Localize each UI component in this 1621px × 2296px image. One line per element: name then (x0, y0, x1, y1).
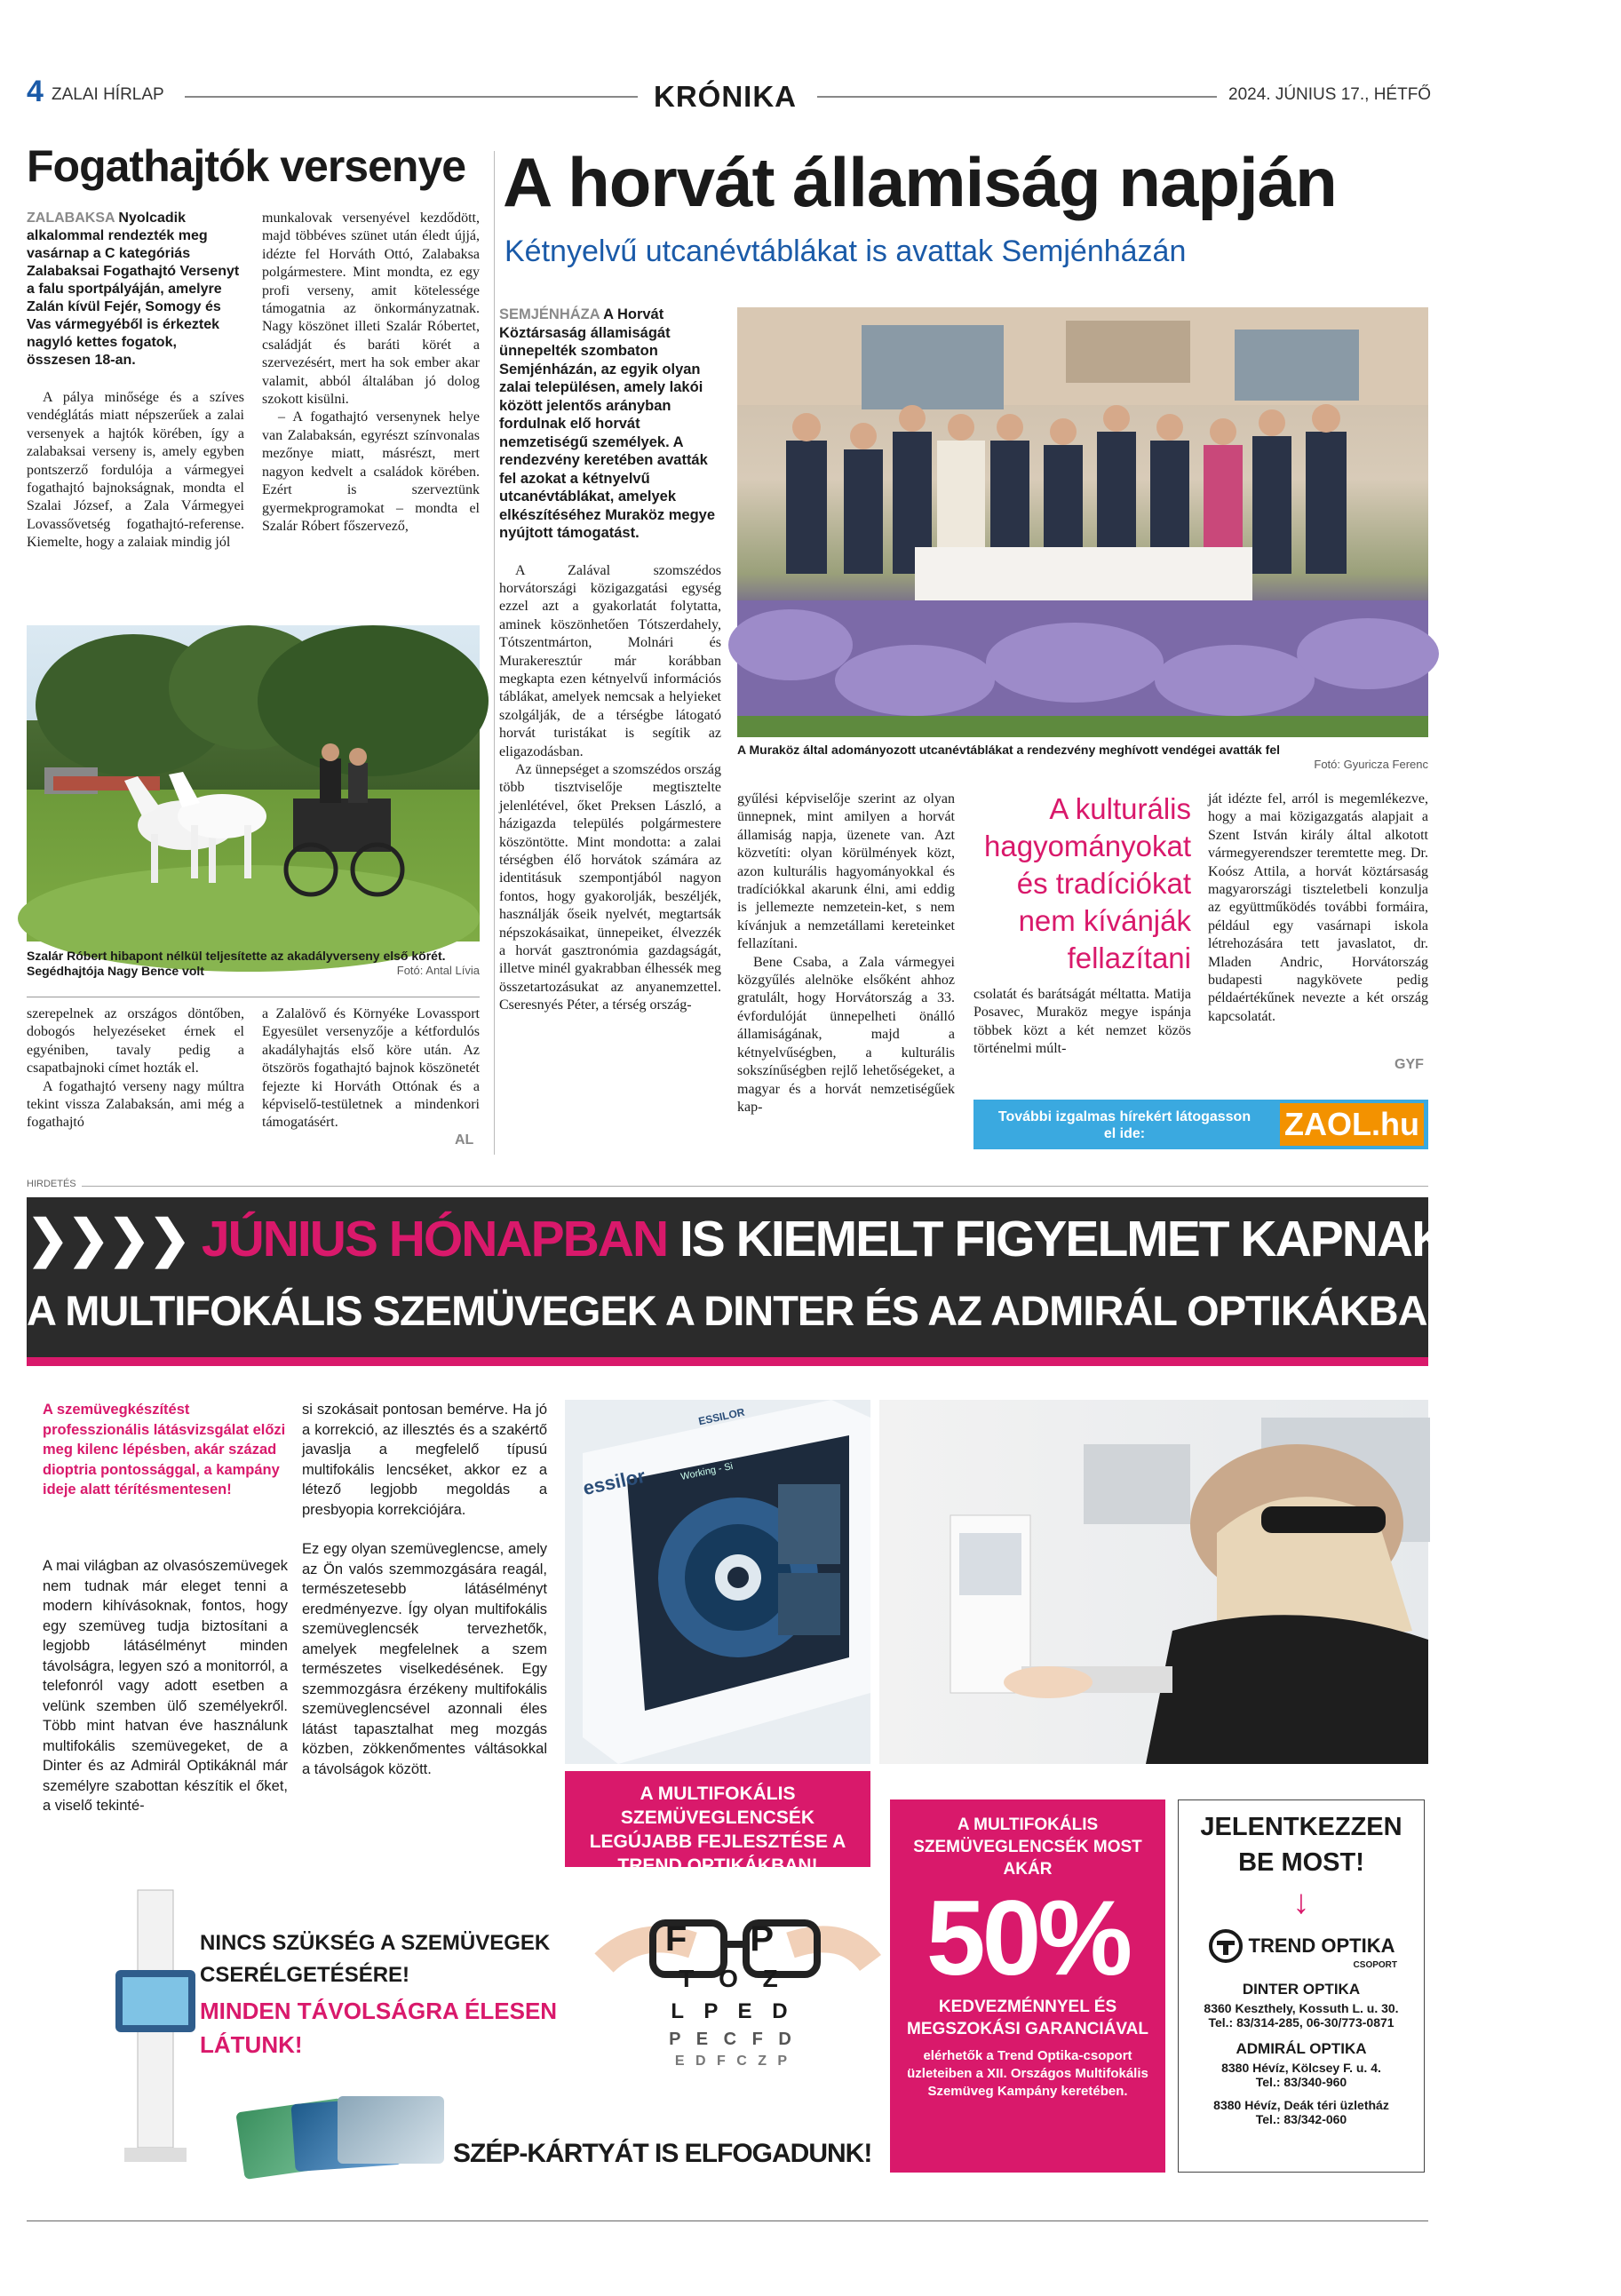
article2-subhead-bold: Kétnyelvű utcanévtáblákat is avattak (505, 234, 993, 268)
store1-name: DINTER OPTIKA (1242, 1981, 1361, 1998)
trend-brand: TREND OPTIKA (1248, 1935, 1395, 1957)
trend-logo-icon (1208, 1928, 1244, 1964)
article1-col2-p2: – A fogathajtó versenynek helye van Zalabaksán, egyrészt színvonalas mezőnye miatt, másrészt, mert nagyon kedvelt a családok körében. Ezért is szerveztünk gyermekprogramokat – mondta el Szalár Róbert főszervező, (262, 409, 480, 534)
store3-address: 8380 Hévíz, Deák téri üzletház (1213, 2098, 1389, 2112)
essilor-device-illustration (565, 1400, 870, 1764)
ad-banner-arrows-left: ❯❯❯❯ (27, 1211, 190, 1267)
discount-percent: 50% (926, 1879, 1130, 1998)
article2-photo-caption-block (737, 743, 1428, 771)
optometrist-illustration (879, 1400, 1428, 1764)
header-rule-right (817, 96, 1217, 98)
article1-col2-p3: a Zalalövő és Környéke Lovassport Egyesület versenyzője a kétfordulós akadályhajtás első köre után. Az ötszörös fogathajtó bajnok köszönetét fejezte ki Horváth Ottónak és a képviselő-testületnek a mindenkori támogatásért. (262, 1006, 480, 1131)
ad-banner-line2: A MULTIFOKÁLIS SZEMÜVEGEK A DINTER ÉS AZ ADMIRÁL OPTIKÁKBAN. (27, 1287, 1467, 1334)
kiosk-illustration (98, 1890, 213, 2165)
article1-col1-top (27, 210, 244, 552)
section-title: KRÓNIKA (654, 80, 797, 113)
ad-separator (27, 1186, 1428, 1187)
eye-chart-row-3: L P E D (671, 1999, 795, 2023)
article2-photo-caption: A Muraköz által adományozott utcanévtáblákat a rendezvény meghívott vendégei avatták fel (737, 743, 1280, 757)
article1-photo-credit: Fotó: Antal Lívia (396, 964, 480, 977)
device-brand-small: ESSILOR (697, 1405, 746, 1428)
contact-box (1178, 1799, 1425, 2173)
essilor-device-photo (565, 1400, 870, 1764)
eye-chart-rows (586, 1917, 879, 2071)
zaol-promo-text: További izgalmas hírekért látogasson el ide: (997, 1109, 1252, 1141)
paper-name: ZALAI HÍRLAP (52, 85, 164, 104)
date: 2024. JÚNIUS 17., HÉTFŐ (1228, 85, 1432, 104)
discount-box (890, 1799, 1165, 2173)
zaol-promo[interactable] (973, 1100, 1428, 1149)
eye-chart-row-4: P E C F D (669, 2030, 797, 2049)
article2-col2-p2: Bene Csaba, a Zala vármegyei közgyűlés alelnöke elsőként ahhoz gratulált, hogy Horvátország a 33. évfordulóját ünnepelheti önálló államiságának, majd a kétnyelvűségben, a kulturális sokszínűségben rejlő lehetőségeket, a magyar és a horvát nemzetiségűek kap- (737, 954, 955, 1115)
store2-name: ADMIRÁL OPTIKA (1236, 2040, 1367, 2057)
article2-lead-text: A Horvát Köztársaság államiságát ünnepelték szombaton Semjénházán, az egyik olyan zalai településen, amely lakói között jelentős arányban fordulnak elő horvát nemzetiségű személyek. A rendezvény keretében avatták fel azokat a kétnyelvű utcanévtáblákat, amelyek elkészítéséhez Muraköz megye nyújtott támogatást. (499, 306, 716, 541)
article2-col3-p0: csolatát és barátságát méltatta. Matija Posavec, Muraköz megye ispánja többek közt a két nemzet közös történelmi múlt- (973, 987, 1191, 1057)
card-3 (338, 2096, 444, 2164)
eye-chart-row-5: E D F C Z P (674, 2054, 791, 2069)
article1-headline: Fogathajtók versenye (27, 141, 466, 191)
article1-col1-p3: A fogathajtó verseny nagy múltra tekint vissza Zalabaksán, ami még a fogathajtó (27, 1078, 244, 1131)
store1-phone: Tel.: 83/314-285, 06-30/773-0871 (1208, 2015, 1395, 2030)
ad-banner-pink-strip (27, 1357, 1428, 1366)
ad-intro: A szemüvegkészítést professzionális látásvizsgálat előzi meg kilenc lépésben, akár század dioptria pontossággal, a kampány ideje alatt térítésmentesen! (43, 1402, 286, 1498)
horse-carriage-illustration (27, 625, 480, 941)
article1-col1-p2: szerepelnek az országos döntőben, dobogós helyezéseket érnek el egyéniben, tavaly pedig a csapatbajnoki címet hozták el. (27, 1006, 244, 1076)
device-readout: Working - Si (679, 1460, 735, 1483)
ceremony-illustration (737, 307, 1428, 737)
contact-title: JELENTKEZZEN BE MOST! (1200, 1813, 1402, 1877)
store2-address: 8380 Hévíz, Kölcsey F. u. 4. (1221, 2061, 1381, 2075)
szep-cards (240, 2087, 444, 2176)
store2-phone: Tel.: 83/340-960 (1255, 2075, 1347, 2089)
eye-chart-glasses (586, 1892, 879, 2114)
header-rule-left (185, 96, 638, 98)
column-divider (494, 151, 495, 1155)
article2-col4-p1: ját idézte fel, arról is megemlékezve, hogy a mai közigazgatás alapjait a Szent István király által alkotott vármegyerendszer teremtette meg. Dr. Koósz Attila, a horvát köztársaság magyarországi tiszteletbeli konzulja az együttműködés további formáira, például egy vasárnapi iskola létrehozására tett javaslatot, dr. Mladen Andric, Horvátország budapesti nagykövete pedig példaértékűnek nevezte a két ország kapcsolatát. (1208, 791, 1428, 1024)
article2-subhead-light: Semjénházán (1001, 234, 1187, 268)
article2-lead (499, 306, 721, 543)
article1-photo-caption: Szalár Róbert hibapont nélkül teljesítette az akadályverseny első körét. Segédhajtója Nagy Bence volt (27, 949, 446, 978)
discount-small: elérhetők a Trend Optika-csoport üzleteiben a XII. Országos Multifokális Szemüveg Kampány keretében. (907, 2048, 1148, 2099)
article2-col1 (499, 306, 721, 1015)
ad-col2-p1: si szokásait pontosan bemérve. Ha jó a korrekció, az illesztés és a szakértő javaslja a megfelelő típusú multifokális lencséket, akkor ez a létező legjobb megoldás a presbyopia korrekciójára. (302, 1402, 547, 1518)
article2-place: SEMJÉNHÁZA (499, 306, 600, 322)
ad-banner-line1 (27, 1210, 1621, 1268)
kiosk-text-2: MINDEN TÁVOLSÁGRA ÉLESEN LÁTUNK! (200, 1998, 558, 2058)
article1-col2-p1: munkalovak versenyével kezdődött, majd többéves szünet után éledt újjá, idézte fel Horváth Ottó, Zalabaksa polgármestere. Mint mondta, ez egy profi verseny, amit kötelessége támogatnia az önkormányzatnak. Nagy köszönet illeti Szalár Róbertet, családját és baráti körét a szervezésért, mert ha sok ember akar valamit, abból általában jó dolog szokott kisülni. (262, 211, 480, 408)
article1-lead (27, 210, 244, 369)
ad-col2-p2: Ez egy olyan szemüveglencse, amely az Ön valós szemmozgására reagál, természetesebb látásélményt eredményezve. Így olyan multifokális szemüveglencsék tervezhetők, amelyek megfelelnek a szem természetes viselkedésének. Egy szemmozgásra érzékeny multifokális szemüveglencsével azonnali éles látást tapasztalhat meg mozgás közben, zökkenőmentes váltásokkal a távolságok között. (302, 1541, 547, 1777)
article1-col1-p1: A pálya minősége és a szíves vendéglátás miatt népszerűek a zalai versenyek a hajtók körében, így a zalabaksai verseny is, amely egyben pontszerző fordulója a vármegyei fogathajtó bajnokságnak, mondta el Szalai József, a Zala Vármegyei Lovassővetség fogathajtó-referense. Kiemelte, hogy a zalaiak mindig jól (27, 390, 244, 551)
article2-headline: A horvát államiság napján (503, 143, 1337, 221)
ad-label: HIRDETÉS (27, 1179, 82, 1189)
down-arrow-icon: ↓ (1292, 1884, 1310, 1921)
article2-signature: GYF (1395, 1057, 1424, 1072)
ad-col1 (43, 1556, 288, 1836)
optometrist-photo (879, 1400, 1428, 1764)
eye-chart-row-2: T O Z (679, 1965, 787, 1992)
article1-place: ZALABAKSA (27, 211, 115, 226)
article1-col2-bottom (262, 1005, 480, 1132)
zaol-logo: ZAOL.hu (1280, 1103, 1424, 1146)
store1-address: 8360 Keszthely, Kossuth L. u. 30. (1204, 2001, 1399, 2015)
article1-signature: AL (455, 1132, 474, 1148)
trend-optika-logo (1179, 1928, 1424, 1964)
ad-col2 (302, 1400, 547, 1799)
article1-photo-caption-block (27, 949, 480, 977)
trend-brand-sub: CSOPORT (1353, 1960, 1397, 1970)
article2-photo-credit: Fotó: Gyuricza Ferenc (1314, 758, 1428, 771)
ad-banner-white: IS KIEMELT FIGYELMET KAPNAK (679, 1211, 1447, 1267)
ad-banner-pink: JÚNIUS HÓNAPBAN (201, 1211, 668, 1267)
pink-feature-box: A MULTIFOKÁLIS SZEMÜVEGLENCSÉK LEGÚJABB FEJLESZTÉSE A TREND OPTIKÁKBAN! (565, 1771, 870, 1867)
eye-chart-row-1: F P (664, 1919, 801, 1958)
discount-title: A MULTIFOKÁLIS SZEMÜVEGLENCSÉK MOST AKÁR (913, 1815, 1142, 1879)
article2-col2 (737, 790, 955, 1116)
ad-banner (27, 1197, 1621, 1357)
horse-carriage-photo (27, 625, 480, 941)
article1-col2-top (262, 210, 480, 536)
article1-col1-bottom (27, 1005, 244, 1132)
kiosk-text-1: NINCS SZÜKSÉG A SZEMÜVEGEK CSERÉLGETÉSÉRE! (200, 1931, 551, 1987)
szep-card-text: SZÉP-KÁRTYÁT IS ELFOGADUNK! (453, 2139, 872, 2168)
article2-col4 (1208, 790, 1428, 1026)
article2-col1-p1: A Zalával szomszédos horvátországi közigazgatási egység ezzel azt a gyakorlatát folytatta, aminek köszönhetően Tótszerdahely, Tótszentmárton, Molnári és Murakeresztúr már korábban megkapta ezen kétnyelvű információs táblákat, amelyek nemcsak a helyieket szolgálják, de a térségbe látogató horvát turistákat is segítik az eligazodásban. (499, 562, 721, 759)
page-number: 4 (27, 75, 44, 108)
article2-col2-p1: gyűlési képviselője szerint az olyan ünnepnek, mint amilyen a horvát államiság napja, üzenete van. Azt közvetíti: olyan körülmények közt, azon kulturális hagyományokkal és tradíciókkal akarunk élni, ami eddig is jellemezte nemzetein-ket, s nem kívánjuk a nemzetállami kereteinket fellazítani. (737, 791, 955, 952)
ad-banner-arrows-right: ❮❮❮❮ (1458, 1211, 1621, 1267)
device-brand: essilor (581, 1464, 648, 1500)
ceremony-photo (737, 307, 1428, 737)
discount-text: KEDVEZMÉNNYEL ÉS MEGSZOKÁSI GARANCIÁVAL (907, 1998, 1148, 2038)
article2-subhead (505, 234, 1186, 269)
ad-col1-p1: A mai világban az olvasószemüvegek nem tudnak már eleget tenni a modern kihívásoknak, fontos, hogy egy szemüveg tudja biztosítani a legjobb látásélményt minden távolságra, legyen szó a monitorról, a telefonról vagy adott esetben a velünk szemben ülő személyekről. Több mint hatvan éve használunk multifokális szemüvegeket, de a Dinter és az Admirál Optikáknál már személyre szabottan készítik el őket, a viselő tekinté- (43, 1558, 288, 1814)
article2-pull-quote: A kulturális hagyományokat és tradíciókat nem kívánják fellazítani (984, 792, 1191, 974)
article2-col3 (973, 986, 1191, 1059)
store3-phone: Tel.: 83/342-060 (1255, 2112, 1347, 2126)
kiosk-svg (98, 1890, 213, 2165)
article1-lead-text: Nyolcadik alkalommal rendezték meg vasárnap a C kategóriás Zalabaksai Fogathajtó Versenyt a falu sportpályáján, amelyre Zalán kívül Fejér, Somogy és Vas vármegyéből is érkeztek nagyló kettes fogatok, összesen 18-an. (27, 211, 240, 368)
article2-col1-p2: Az ünnepséget a szomszédos ország több tisztviselője megtisztelte jelenlétével, őket Preksen László, a házigazda település polgármestere köszöntötte. Mint mondotta: a zalai térségben élő horvátok számára az identitásuk szempontjából nagyon fontos, hogy gyakorolják, beszéljék, használják őseik nyelvét, megtartsák népszokásaikat, ünnepeiket, élvezzék a horvát gasztronómia gazdagságát, illetve minél gyakrabban élhessék meg összetartozásukat az anyanemzettel. Cseresnyés Péter, a térség ország- (499, 761, 721, 1013)
